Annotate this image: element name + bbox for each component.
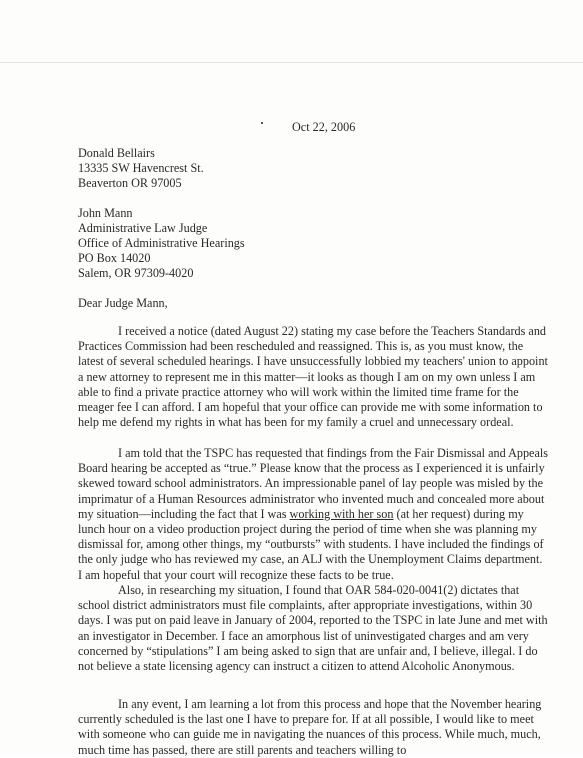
recipient-title: Administrative Law Judge: [78, 221, 208, 235]
underlined-phrase: working with her son: [289, 506, 394, 521]
salutation: Dear Judge Mann,: [78, 296, 168, 310]
sender-street: 13335 SW Havencrest St.: [78, 161, 204, 175]
sender-city: Beaverton OR 97005: [78, 176, 182, 190]
paragraph-3-text: Also, in researching my situation, I found that OAR 584-020-0041(2) dictates that school district administrators must file complaints, after appropriate investigations, within 30 days. I was put on paid leave in January of 2004, reported to the TSPC in late June and met with an investigator in December. I face an amorphous list of uninvestigated charges and am very concerned by “stipulations” I am being asked to sign that are unfair and, I believe, illegal. I do not believe a state licensing agency can instruct a citizen to attend Alcoholic Anonymous.: [78, 583, 548, 674]
paragraph-2-text-a: I am told that the TSPC has requested that findings from the Fair Dismissal and Appeals Board hearing be accepted as “true.” Please know that the process as I experienced it is unfairly skewed toward school administrators. An impressionable panel of lay people was misled by the imprimatur of a Human Resources administrator who invented much and concealed more about my situation—including the fact that I was: [78, 446, 549, 521]
scan-speck: [261, 122, 263, 124]
paragraph-1-text: I received a notice (dated August 22) stating my case before the Teachers Standards and Practices Commission had been rescheduled and reassigned. This is, as you must know, the latest of several scheduled hearings. I have unsuccessfully lobbied my teachers' union to appoint a new attorney to represent me in this matter—it looks as though I am on my own unless I am able to find a private practice attorney who will work within the limited time frame for the meager fee I can afford. I am hopeful that your office can provide me with some information to help me defend my rights in what has been for my family a cruel and unnecessary ordeal.: [78, 324, 548, 430]
scan-edge: [0, 62, 583, 63]
recipient-city: Salem, OR 97309-4020: [78, 266, 194, 280]
paragraph-2: [78, 446, 548, 583]
paragraph-1: [78, 324, 548, 430]
paragraph-3: [78, 583, 548, 674]
paragraph-4-text: In any event, I am learning a lot from this process and hope that the November hearing currently scheduled is the last one I have to prepare for. If at all possible, I would like to meet with someone who can guide me in navigating the nuances of this process. While much, much, much time has passed, there are still parents and teachers willing to: [78, 697, 542, 757]
paragraph-2-body: [78, 446, 548, 583]
paragraph-4: [78, 697, 548, 758]
paragraph-2-text-b: (at her request) during my lunch hour on a video production project during the period of time when she was planning my dismissal for, among other things, my “outbursts” with students. I have included the findings of the only judge who has reviewed my case, an ALJ with the Unemployment Claims department. I am hopeful that your court will recognize these facts to be true.: [78, 506, 544, 582]
sender-name: Donald Bellairs: [78, 146, 155, 160]
recipient-pobox: PO Box 14020: [78, 251, 151, 265]
recipient-name: John Mann: [78, 206, 133, 220]
letter-date: Oct 22, 2006: [292, 120, 356, 134]
recipient-office: Office of Administrative Hearings: [78, 236, 245, 250]
